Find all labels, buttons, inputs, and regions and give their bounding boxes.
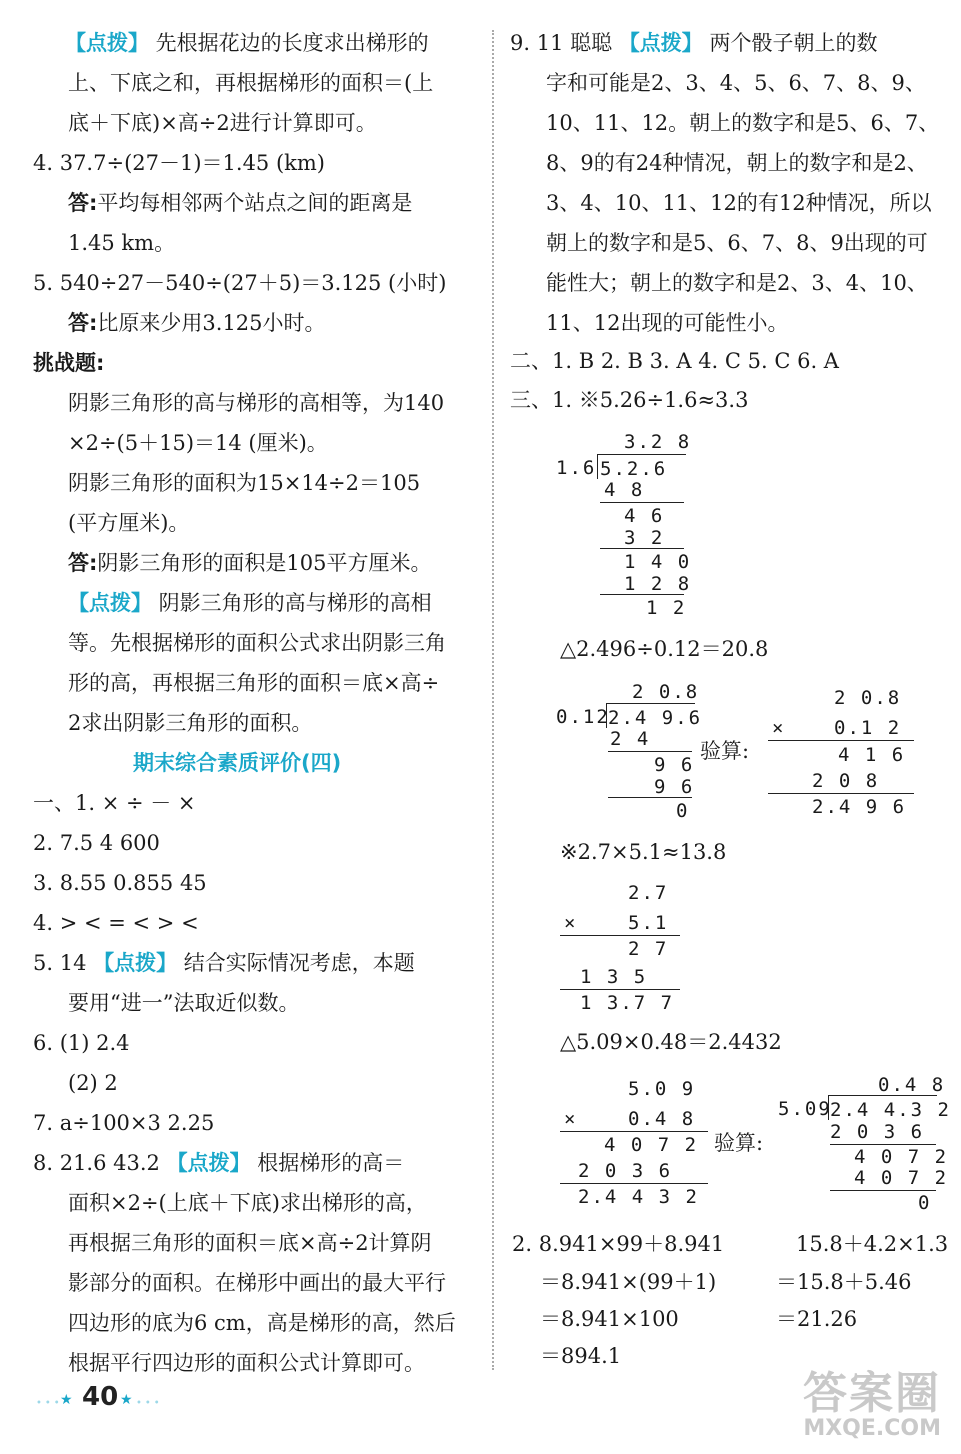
check-label: 验算: xyxy=(700,739,750,763)
tip-label: 【点拨】 xyxy=(65,31,149,55)
line: 3. 8.55 0.855 45 xyxy=(33,871,207,895)
line: 2求出阴影三角形的面积。 xyxy=(68,711,313,735)
line: 2. 7.5 4 600 xyxy=(33,831,160,855)
line: 8、9的有24种情况，朝上的数字和是2、 xyxy=(546,151,928,175)
step: 4 6 xyxy=(624,505,665,527)
answer-label: 答: xyxy=(68,191,98,215)
answer-label: 答: xyxy=(68,551,98,575)
factor: 2 0.8 xyxy=(834,687,902,709)
line: 一、1. × ÷ － × xyxy=(33,791,196,815)
divisor: 0.12 xyxy=(556,706,610,728)
line: ＝8.941×(99＋1) xyxy=(540,1270,717,1294)
line xyxy=(33,1148,404,1178)
line: 7. a÷100×3 2.25 xyxy=(33,1111,215,1135)
section-title: 期末综合素质评价(四) xyxy=(133,751,342,775)
line: 二、1. B 2. B 3. A 4. C 5. C 6. A xyxy=(510,349,839,373)
times-sign: × xyxy=(564,912,578,934)
partial-product: 1 3 5 xyxy=(580,966,648,988)
line xyxy=(65,28,429,58)
line: 四边形的底为6 cm，高是梯形的高，然后 xyxy=(68,1311,456,1335)
line: 5. 540÷27－540÷(27＋5)＝3.125 (小时) xyxy=(33,271,447,295)
line: 朝上的数字和是5、6、7、8、9出现的可 xyxy=(546,231,928,255)
answer-label: 答: xyxy=(68,311,98,335)
times-sign: × xyxy=(772,717,786,739)
text: 8. 21.6 43.2 xyxy=(33,1151,167,1175)
line: 阴影三角形的高与梯形的高相等，为140 xyxy=(68,391,445,415)
step: 4 0 7 2 xyxy=(854,1146,949,1168)
line: ＝15.8＋5.46 xyxy=(776,1270,912,1294)
line: 6. (1) 2.4 xyxy=(33,1031,130,1055)
step: 1 2 8 xyxy=(624,573,692,595)
text: 结合实际情况考虑，本题 xyxy=(177,951,415,975)
product: 2.4 9 6 xyxy=(812,796,907,818)
step: 9 6 xyxy=(654,754,695,776)
star-icon: ★ xyxy=(60,1392,73,1408)
line: 阴影三角形的面积为15×14÷2＝105 xyxy=(68,471,421,495)
line: 11、12出现的可能性小。 xyxy=(546,311,789,335)
text: 比原来少用3.125小时。 xyxy=(97,311,326,335)
partial-product: 2 0 8 xyxy=(812,770,880,792)
partial-product: 4 0 7 2 xyxy=(604,1134,699,1156)
dividend: 5.2.6 xyxy=(600,458,668,480)
challenge-heading: 挑战题: xyxy=(33,351,105,375)
star-icon: ★ xyxy=(120,1392,133,1408)
remainder: 1 2 xyxy=(646,597,687,619)
text: 先根据花边的长度求出梯形的 xyxy=(149,31,429,55)
divisor: 1.6 xyxy=(556,457,597,479)
step: 1 4 0 xyxy=(624,551,692,573)
tip-label: 【点拨】 xyxy=(93,951,178,975)
tip-label: 【点拨】 xyxy=(166,1151,251,1175)
line xyxy=(68,588,432,618)
line: 1.45 km。 xyxy=(68,231,176,255)
text: 根据梯形的高＝ xyxy=(250,1151,405,1175)
decorative-dots: ••• xyxy=(36,1398,63,1409)
line xyxy=(68,548,432,578)
text: 平均每相邻两个站点之间的距离是 xyxy=(97,191,413,215)
line: 影部分的面积。在梯形中画出的最大平行 xyxy=(68,1271,446,1295)
line: 根据平行四边形的面积公式计算即可。 xyxy=(68,1351,425,1375)
line xyxy=(33,948,415,978)
partial-product: 4 1 6 xyxy=(838,744,906,766)
line: 面积×2÷(上底＋下底)求出梯形的高， xyxy=(68,1191,427,1215)
line: ×2÷(5＋15)＝14 (厘米)。 xyxy=(68,431,328,455)
line: ＝8.941×100 xyxy=(540,1307,679,1331)
page-number: 40 xyxy=(82,1382,119,1412)
check-label: 验算: xyxy=(714,1131,764,1155)
factor: 0.4 8 xyxy=(628,1108,696,1130)
step: 2 0 3 6 xyxy=(830,1121,925,1143)
line: 15.8＋4.2×1.3 xyxy=(796,1232,949,1256)
line: 字和可能是2、3、4、5、6、7、8、9、 xyxy=(546,71,926,95)
dividend: 2.4 9.6 xyxy=(608,707,703,729)
step: 2 4 xyxy=(610,728,651,750)
text: 阴影三角形的高与梯形的高相 xyxy=(152,591,432,615)
step: 4 0 7 2 xyxy=(854,1167,949,1189)
tip-label: 【点拨】 xyxy=(68,591,152,615)
factor: 0.1 2 xyxy=(834,717,902,739)
line: ※2.7×5.1≈13.8 xyxy=(560,840,727,864)
product: 2.4 4 3 2 xyxy=(578,1186,699,1208)
line: △5.09×0.48＝2.4432 xyxy=(560,1030,782,1054)
step: 9 6 xyxy=(654,776,695,798)
text: 5. 14 xyxy=(33,951,94,975)
partial-product: 2 7 xyxy=(628,938,669,960)
column-divider xyxy=(492,30,494,1370)
factor: 5.1 xyxy=(628,912,669,934)
line: (2) 2 xyxy=(68,1071,118,1095)
quotient: 3.2 8 xyxy=(624,431,692,453)
line: 等。先根据梯形的面积公式求出阴影三角 xyxy=(68,631,446,655)
partial-product: 2 0 3 6 xyxy=(578,1160,673,1182)
tip-label: 【点拨】 xyxy=(618,31,703,55)
line xyxy=(68,188,412,218)
remainder: 0 xyxy=(918,1192,932,1214)
factor: 2.7 xyxy=(628,882,669,904)
factor: 5.0 9 xyxy=(628,1078,696,1100)
line: 底＋下底)×高÷2进行计算即可。 xyxy=(68,111,377,135)
text: 9. 11 聪聪 xyxy=(510,31,619,55)
line: 要用“进一”法取近似数。 xyxy=(68,991,300,1015)
line: 能性大；朝上的数字和是2、3、4、10、 xyxy=(546,271,928,295)
line: 三、1. ※5.26÷1.6≈3.3 xyxy=(510,388,749,412)
text: 阴影三角形的面积是105平方厘米。 xyxy=(97,551,432,575)
line: (平方厘米)。 xyxy=(68,511,190,535)
divisor: 5.09 xyxy=(778,1098,832,1120)
line: △2.496÷0.12＝20.8 xyxy=(560,637,769,661)
watermark xyxy=(803,1368,941,1441)
line: 形的高，再根据三角形的面积＝底×高÷ xyxy=(68,671,440,695)
watermark-logo: 答案圈 xyxy=(803,1368,941,1419)
times-sign: × xyxy=(564,1108,578,1130)
quotient: 0.4 8 xyxy=(878,1074,946,1096)
line: 4. 37.7÷(27－1)＝1.45 (km) xyxy=(33,151,325,175)
line: 上、下底之和，再根据梯形的面积＝(上 xyxy=(68,71,434,95)
line: 4. > < = < > < xyxy=(33,911,199,935)
step: 3 2 xyxy=(624,527,665,549)
line xyxy=(510,28,877,58)
line: 2. 8.941×99＋8.941 xyxy=(512,1232,725,1256)
decorative-dots: ••• xyxy=(136,1398,163,1409)
step: 4 8 xyxy=(604,479,645,501)
product: 1 3.7 7 xyxy=(580,992,675,1014)
remainder: 0 xyxy=(676,800,690,822)
line: ＝21.26 xyxy=(776,1307,858,1331)
line: ＝894.1 xyxy=(540,1344,622,1368)
text: 两个骰子朝上的数 xyxy=(702,31,878,55)
line: 10、11、12。朝上的数字和是5、6、7、 xyxy=(546,111,940,135)
line xyxy=(68,308,326,338)
dividend: 2.4 4.3 2 xyxy=(830,1099,951,1121)
watermark-url: MXQE.COM xyxy=(803,1416,941,1441)
quotient: 2 0.8 xyxy=(632,681,700,703)
line: 3、4、10、11、12的有12种情况，所以 xyxy=(546,191,932,215)
line: 再根据三角形的面积＝底×高÷2计算阴 xyxy=(68,1231,432,1255)
